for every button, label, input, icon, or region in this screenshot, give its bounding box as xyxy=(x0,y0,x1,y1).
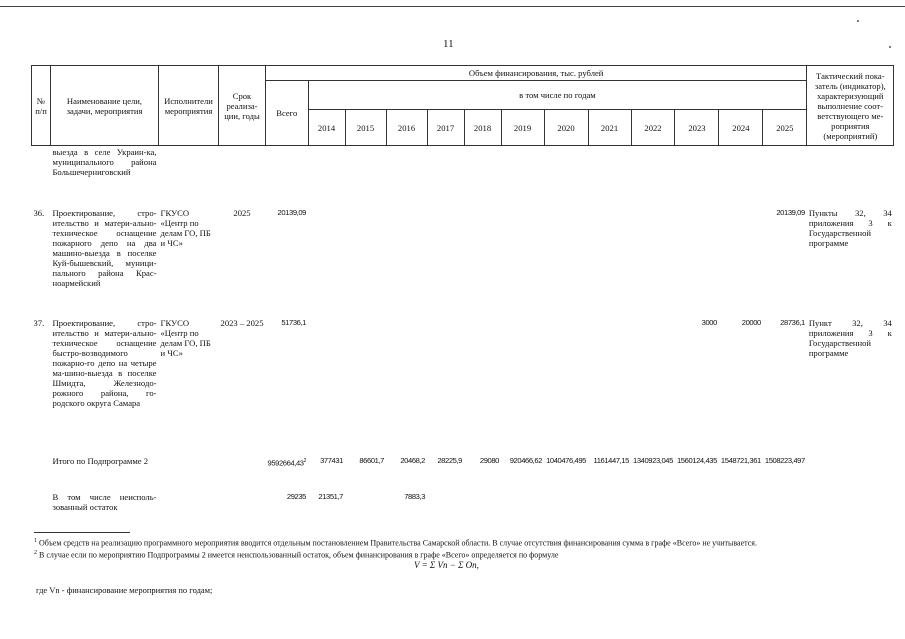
row-number xyxy=(32,444,51,484)
indicator-text xyxy=(807,444,894,484)
year-value: 377431 xyxy=(320,455,344,465)
total-value: 51736,1 xyxy=(281,317,307,327)
year-value xyxy=(464,484,501,514)
row-number: 37. xyxy=(33,317,45,328)
year-value xyxy=(308,310,345,444)
year-value xyxy=(719,200,763,310)
year-value xyxy=(308,146,345,200)
header-name: Наименование цели, задачи, мероприятия xyxy=(51,66,159,146)
executor: ГКУСО «Центр по делам ГО, ПБ и ЧС» xyxy=(160,207,211,248)
indicator-text: Пункты 32, 34 приложения 3 к Государственной программе xyxy=(808,207,892,248)
term xyxy=(219,146,266,200)
executor xyxy=(159,146,219,200)
total-value: 20139,09 xyxy=(277,207,307,217)
year-value xyxy=(631,146,675,200)
term xyxy=(219,444,266,484)
year-value xyxy=(763,484,807,514)
executor xyxy=(159,444,219,484)
total-value: 9592664,43$^2$ xyxy=(267,457,307,468)
formula: V = Σ Vn − Σ On, xyxy=(414,560,479,570)
year-value xyxy=(501,200,544,310)
year-value xyxy=(763,146,807,200)
year-value xyxy=(501,310,544,444)
footnote-separator xyxy=(34,532,130,533)
scan-speck xyxy=(857,20,859,22)
year-value xyxy=(464,146,501,200)
indicator-text: Пункт 32, 34 приложения 3 к Государственной программе xyxy=(808,317,892,358)
table-row xyxy=(32,484,894,514)
row-number xyxy=(32,146,51,200)
row-number xyxy=(32,484,51,514)
header-year: 2018 xyxy=(464,110,501,146)
measure-name: Итого по Подпрограмме 2 xyxy=(52,455,149,466)
footnote-1: $^1$ Объем средств на реализацию программного мероприятия вводится отдельным постановлением Правительства Самарской области. В случае отсутствия финансирования сумма в графе «Всего» не учитывается. xyxy=(34,538,757,548)
table-row xyxy=(32,146,894,200)
year-value: 29080 xyxy=(479,455,500,465)
year-value xyxy=(386,310,427,444)
year-value: 20139,09 xyxy=(776,207,805,217)
year-value xyxy=(631,310,675,444)
year-value xyxy=(588,146,631,200)
year-value: 20000 xyxy=(741,317,761,327)
indicator-text xyxy=(807,146,894,200)
year-value xyxy=(464,200,501,310)
year-value xyxy=(501,146,544,200)
year-value xyxy=(588,310,631,444)
where-note: где Vn - финансирование мероприятия по годам; xyxy=(36,585,213,595)
year-value xyxy=(588,484,631,514)
year-value xyxy=(345,310,386,444)
header-by-years: в том числе по годам xyxy=(308,81,807,110)
year-value: 86601,7 xyxy=(359,455,385,465)
header-year: 2016 xyxy=(386,110,427,146)
table-row xyxy=(32,310,894,444)
year-value xyxy=(427,146,464,200)
header-year: 2021 xyxy=(588,110,631,146)
year-value xyxy=(427,484,464,514)
term: 2023 – 2025 xyxy=(220,317,264,328)
year-value xyxy=(464,310,501,444)
year-value: 28225,9 xyxy=(437,455,463,465)
header-year: 2020 xyxy=(544,110,588,146)
year-value xyxy=(544,484,588,514)
executor: ГКУСО «Центр по делам ГО, ПБ и ЧС» xyxy=(160,317,211,358)
year-value xyxy=(675,484,719,514)
year-value: 1040476,495 xyxy=(546,455,587,465)
year-value xyxy=(631,200,675,310)
year-value xyxy=(427,310,464,444)
top-border-line xyxy=(0,6,905,7)
year-value xyxy=(345,200,386,310)
header-indicator: Тактический пока-затель (индикатор), характеризующий выполнение соот-ветствующего ме-роприятия (мероприятий) xyxy=(807,66,894,146)
year-value xyxy=(588,200,631,310)
header-volume: Объем финансирования, тыс. рублей xyxy=(266,66,807,81)
year-value: 920466,62 xyxy=(509,455,543,465)
measure-name: В том числе неисполь-зованный остаток xyxy=(52,491,157,512)
year-value xyxy=(345,146,386,200)
year-value xyxy=(631,484,675,514)
table-row xyxy=(32,444,894,484)
term xyxy=(219,484,266,514)
header-year: 2023 xyxy=(675,110,719,146)
header-num: № п/п xyxy=(32,66,51,146)
year-value xyxy=(544,146,588,200)
measure-name: Проектирование, стро-ительство и матери-ально-техническое оснащение пожарного депо на два машино-выезда в поселке Куй-бышевский, муници-пального района Крас-ноармейский xyxy=(52,207,157,288)
year-value: 1560124,435 xyxy=(676,455,717,465)
header-year: 2022 xyxy=(631,110,675,146)
indicator-text xyxy=(807,484,894,514)
year-value xyxy=(427,200,464,310)
year-value: 1161447,15 xyxy=(593,455,630,465)
measure-name: Проектирование, стро-ительство и матери-ально-техническое оснащение быстро-возводимого пожарно-го депо на четыре ма-шино-выезда в поселке Шмидта, Железнодо-рожного района, го-родского округа Самара xyxy=(52,317,157,408)
total-value: 29235 xyxy=(286,491,307,501)
table-row xyxy=(32,200,894,310)
year-value: 20468,2 xyxy=(400,455,426,465)
year-value xyxy=(675,146,719,200)
header-year: 2019 xyxy=(501,110,544,146)
footnote-2: $^2$ В случае если по мероприятию Подпрограммы 2 имеется неиспользованный остаток, объем финансирования в графе «Всего» определяется по формуле xyxy=(34,550,559,560)
year-value: 1548721,361 xyxy=(720,455,761,465)
header-year: 2014 xyxy=(308,110,345,146)
year-value xyxy=(719,146,763,200)
year-value xyxy=(386,146,427,200)
year-value: 21351,7 xyxy=(318,491,344,501)
header-term: Срок реализа-ции, годы xyxy=(219,66,266,146)
total-value xyxy=(266,146,309,200)
year-value xyxy=(675,200,719,310)
year-value: 1340923,045 xyxy=(633,455,673,465)
scan-speck xyxy=(889,46,891,48)
header-year: 2017 xyxy=(427,110,464,146)
year-value xyxy=(719,484,763,514)
term: 2025 xyxy=(233,207,251,218)
year-value xyxy=(501,484,544,514)
year-value: 1508223,497 xyxy=(764,455,805,465)
measure-name: выезда в селе Украин-ка, муниципального района Большечерниговский xyxy=(52,147,157,177)
year-value xyxy=(386,200,427,310)
financing-table xyxy=(31,65,894,514)
page-number: 11 xyxy=(443,38,454,50)
header-year: 2025 xyxy=(763,110,807,146)
year-value xyxy=(544,310,588,444)
header-executors: Исполнители мероприятия xyxy=(159,66,219,146)
header-year: 2024 xyxy=(719,110,763,146)
header-total: Всего xyxy=(266,81,309,146)
year-value: 28736,1 xyxy=(780,317,805,327)
header-year: 2015 xyxy=(345,110,386,146)
executor xyxy=(159,484,219,514)
year-value: 7883,3 xyxy=(404,491,426,501)
year-value xyxy=(544,200,588,310)
row-number: 36. xyxy=(33,207,45,218)
year-value xyxy=(308,200,345,310)
year-value: 3000 xyxy=(701,317,717,327)
year-value xyxy=(345,484,386,514)
